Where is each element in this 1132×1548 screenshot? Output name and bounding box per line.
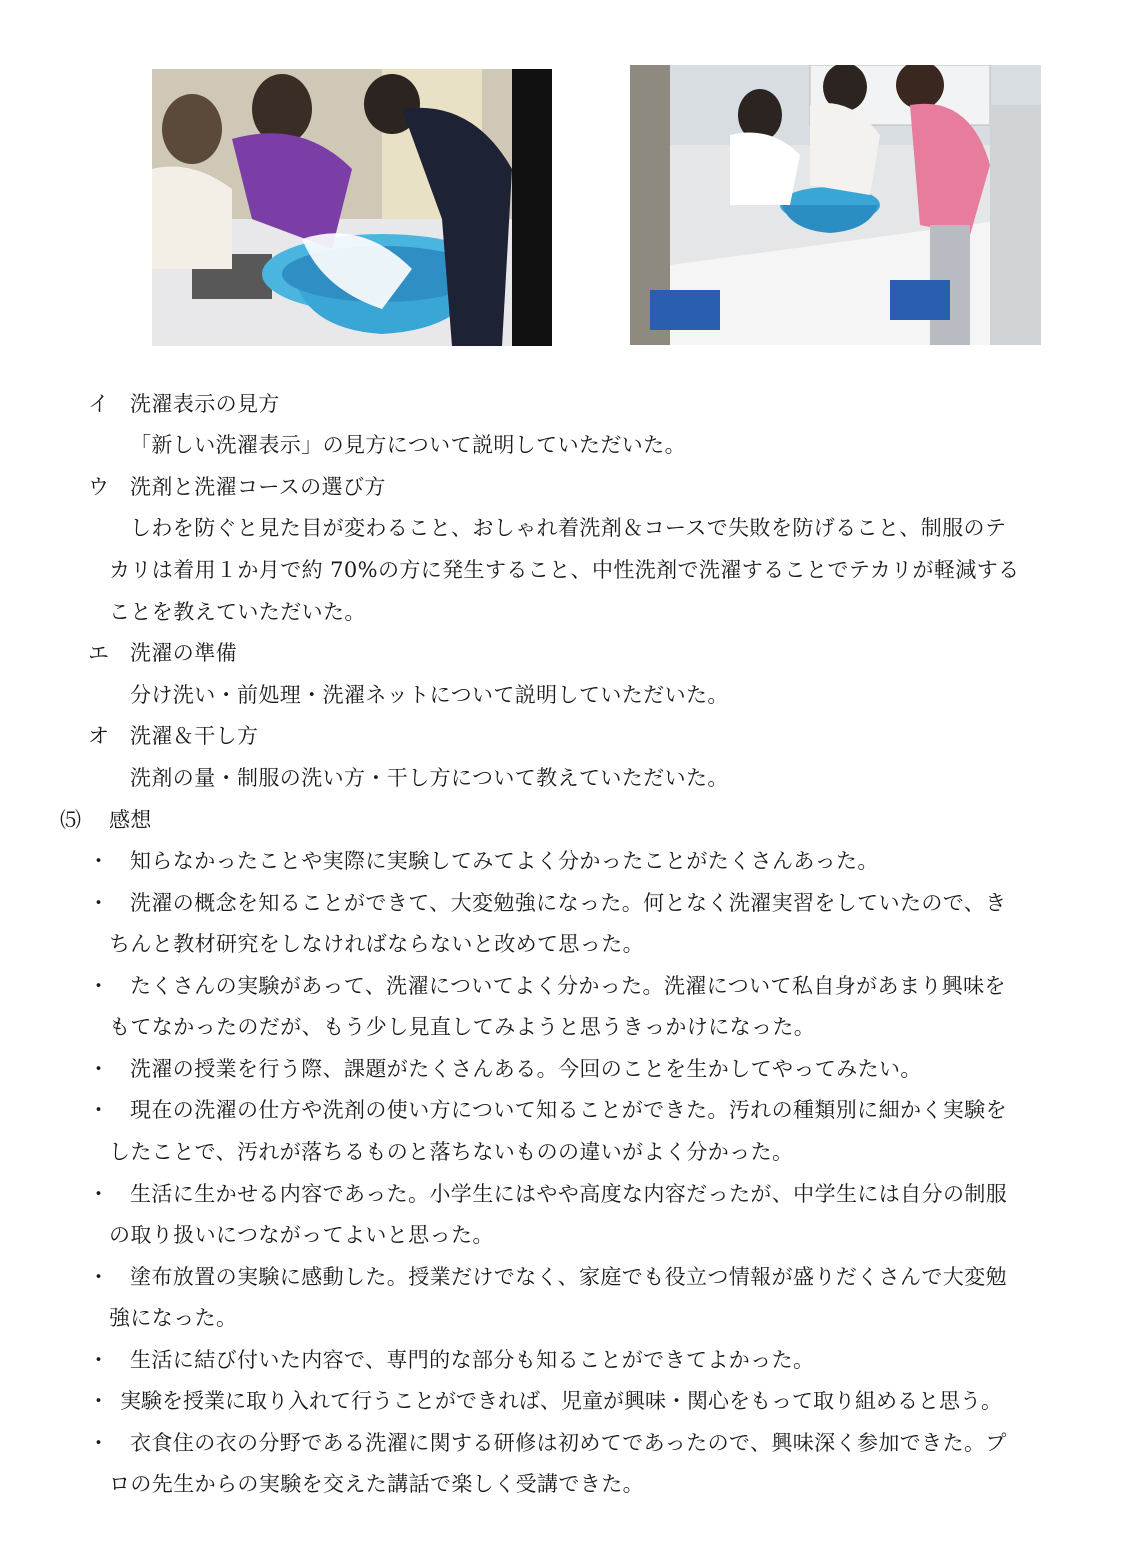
impressions-heading: 感想	[109, 808, 152, 832]
impression-bullet: ・	[88, 1348, 109, 1372]
impressions-marker: ⑸	[60, 808, 81, 832]
section-body-u-line2: カリは着用１か月で約 70%の方に発生すること、中性洗剤で洗濯することでテカリが軽減する	[109, 558, 1020, 582]
impression-item-10-line2: ロの先生からの実験を交えた講話で楽しく受講できた。	[109, 1472, 644, 1496]
impression-item-1-line1: 知らなかったことや実際に実験してみてよく分かったことがたくさんあった。	[130, 849, 879, 873]
impression-bullet: ・	[88, 974, 109, 998]
impression-bullet: ・	[88, 1057, 109, 1081]
section-body-o-line1: 洗剤の量・制服の洗い方・干し方について教えていただいた。	[130, 766, 729, 790]
impression-item-9-line1: 実験を授業に取り入れて行うことができれば、児童が興味・関心をもって取り組めると思う。	[120, 1389, 1002, 1413]
impression-item-5-line2: したことで、汚れが落ちるものと落ちないものの違いがよく分かった。	[109, 1140, 794, 1164]
section-body-u-line3: ことを教えていただいた。	[109, 600, 366, 624]
impression-item-8-line1: 生活に結び付いた内容で、専門的な部分も知ることができてよかった。	[130, 1348, 815, 1372]
section-body-u-line1: しわを防ぐと見た目が変わること、おしゃれ着洗剤＆コースで失敗を防げること、制服のテ	[130, 516, 1007, 540]
impression-item-4-line1: 洗濯の授業を行う際、課題がたくさんある。今回のことを生かしてやってみたい。	[130, 1057, 922, 1081]
workshop-photo-basin-right	[630, 65, 1041, 345]
section-marker-e: エ	[88, 641, 109, 665]
section-heading-u: 洗剤と洗濯コースの選び方	[130, 475, 386, 499]
impression-item-7-line2: 強になった。	[109, 1306, 238, 1330]
impression-bullet: ・	[88, 1389, 109, 1413]
section-body-e-line1: 分け洗い・前処理・洗濯ネットについて説明していただいた。	[130, 683, 729, 707]
impression-item-2-line1: 洗濯の概念を知ることができて、大変勉強になった。何となく洗濯実習をしていたので、き	[130, 891, 1007, 915]
section-heading-i: 洗濯表示の見方	[130, 392, 280, 416]
section-heading-e: 洗濯の準備	[130, 641, 237, 665]
impression-bullet: ・	[88, 891, 109, 915]
section-heading-o: 洗濯＆干し方	[130, 724, 259, 748]
impression-bullet: ・	[88, 1431, 109, 1455]
impression-item-6-line1: 生活に生かせる内容であった。小学生にはやや高度な内容だったが、中学生には自分の制服	[130, 1182, 1008, 1206]
impression-item-5-line1: 現在の洗濯の仕方や洗剤の使い方について知ることができた。汚れの種類別に細かく実験を	[130, 1098, 1007, 1122]
impression-bullet: ・	[88, 1265, 109, 1289]
impression-item-7-line1: 塗布放置の実験に感動した。授業だけでなく、家庭でも役立つ情報が盛りだくさんで大変勉	[130, 1265, 1007, 1289]
section-marker-u: ウ	[88, 475, 109, 499]
impression-item-3-line2: もてなかったのだが、もう少し見直してみようと思うきっかけになった。	[109, 1015, 816, 1039]
impression-item-6-line2: の取り扱いにつながってよいと思った。	[109, 1223, 494, 1247]
section-marker-o: オ	[88, 724, 109, 748]
section-body-i-line1: 「新しい洗濯表示」の見方について説明していただいた。	[130, 433, 686, 457]
impression-bullet: ・	[88, 1098, 109, 1122]
workshop-photo-basin-left	[152, 69, 552, 346]
section-marker-i: イ	[88, 392, 109, 416]
impression-bullet: ・	[88, 849, 109, 873]
impression-bullet: ・	[88, 1182, 109, 1206]
impression-item-2-line2: ちんと教材研究をしなければならないと改めて思った。	[109, 932, 644, 956]
impression-item-10-line1: 衣食住の衣の分野である洗濯に関する研修は初めてであったので、興味深く参加できた。プ	[130, 1431, 1007, 1455]
impression-item-3-line1: たくさんの実験があって、洗濯についてよく分かった。洗濯について私自身があまり興味を	[130, 974, 1006, 998]
